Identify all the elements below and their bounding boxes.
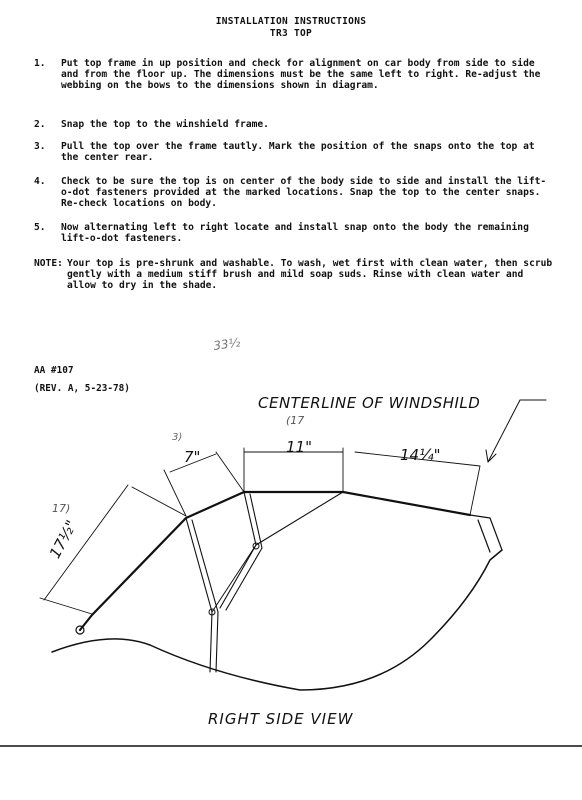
top-frame-line [80,492,470,630]
dim-bow1-line [164,452,244,516]
centerline-leader [488,400,546,462]
step-number: 5. [34,222,46,233]
bow-link [212,545,256,612]
annotation-3: 3) [172,432,183,443]
step-text: Snap the top to the winshield frame. [61,119,269,130]
document-subtitle: TR3 TOP [269,28,313,39]
step-text: Now alternating left to right locate and install snap onto the body the remaining lift-o-dot fasteners. [61,222,529,245]
view-label: RIGHT SIDE VIEW [208,710,354,728]
body-outline [52,550,502,690]
middle-bow [220,492,262,610]
part-number: AA #107 [34,365,74,376]
document-title: INSTALLATION INSTRUCTIONS [215,16,367,27]
step-number: 2. [34,119,46,130]
step-text: Put top frame in up position and check for alignment on car body from side to side and from the floor up. The dimensions must be the same left to right. Re-adjust the webbing on the bows to the dimensions shown in diagram. [61,58,541,92]
step-text: Pull the top over the frame tautly. Mark the position of the snaps onto the top at the center rear. [61,141,535,164]
dimension-bow-1: 7" [184,448,201,466]
pencil-sketch-note: 33½ [212,335,242,353]
dimension-rear: 17½" [45,517,81,562]
front-bow [256,492,343,545]
rear-bow [186,518,218,672]
dimension-front: 14¼" [400,446,441,464]
windshield-post [470,515,502,552]
step-text: Check to be sure the top is on center of the body side to side and install the lift-o-dot fasteners provided at the marked locations. Snap the top to the center snaps. Re-check locations on body. [61,176,547,210]
annotation-17-top: (17 [286,414,305,427]
annotation-17-rear: 17) [52,502,71,515]
revision-label: (REV. A, 5-23-78) [34,383,130,394]
note-label: NOTE: [34,258,63,269]
step-number: 4. [34,176,46,187]
step-number: 3. [34,141,46,152]
centerline-label: CENTERLINE OF WINDSHILD [258,394,481,412]
dimension-bow-2: 11" [286,438,312,456]
note-text: Your top is pre-shrunk and washable. To wash, wet first with clean water, then scrub gently with a medium stiff brush and mild soap suds. Rinse with clean water and allow to dry in the shade. [67,258,553,292]
step-number: 1. [34,58,46,69]
